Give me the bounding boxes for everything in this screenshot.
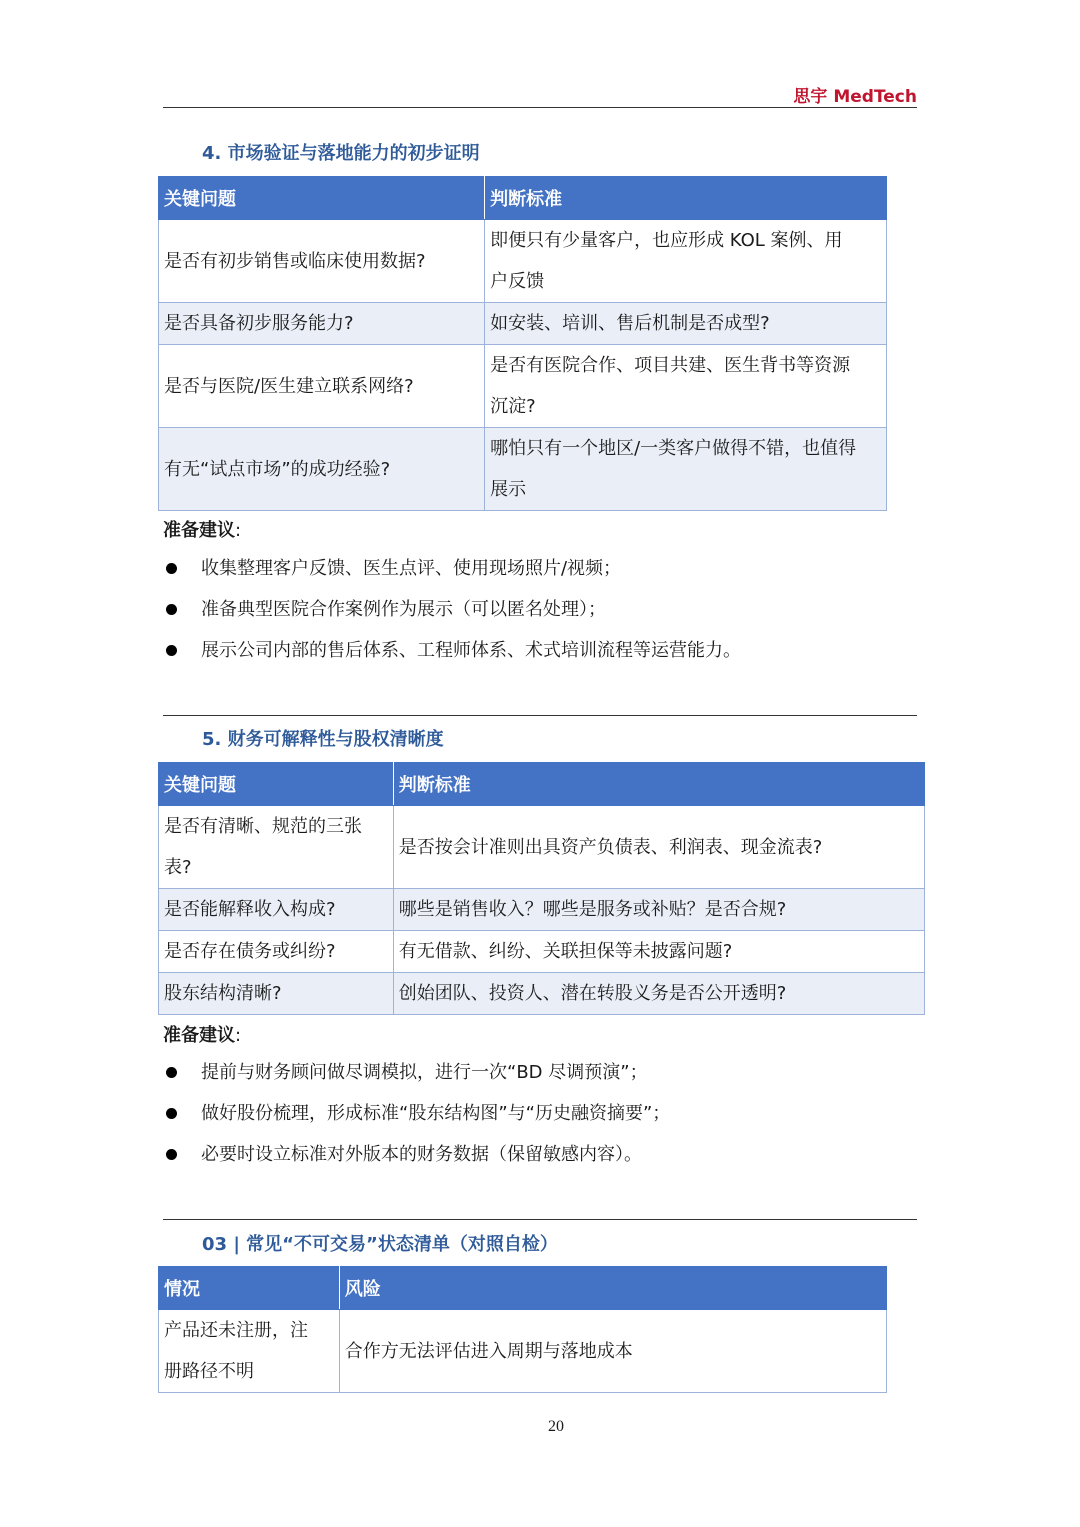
bullet-text: 必要时设立标准对外版本的财务数据（保留敏感内容）。 (201, 1144, 642, 1165)
criteria-cell: 有无借款、纠纷、关联担保等未披露问题? (393, 931, 924, 973)
bullet-text: 做好股份梳理，形成标准“股东结构图”与“历史融资摘要”； (201, 1103, 671, 1124)
criteria-cell (485, 428, 887, 511)
column-header: 判断标准 (393, 763, 924, 806)
table-row (159, 973, 925, 1015)
table-header-row (159, 177, 887, 220)
table-row (159, 428, 887, 511)
prep-label-colon: : (235, 520, 242, 541)
bullet-icon (166, 1108, 177, 1119)
question-line: 表? (164, 857, 192, 878)
bullet-text: 准备典型医院合作案例作为展示（可以匿名处理）； (201, 599, 606, 620)
bullet-icon (166, 1149, 177, 1160)
criteria-line: 沉淀? (490, 396, 536, 417)
table-row (159, 303, 887, 345)
question-cell: 股东结构清晰? (159, 973, 394, 1015)
table-header-row (159, 763, 925, 806)
section4-bullets (163, 548, 741, 671)
question-cell: 是否与医院/医生建立联系网络? (159, 345, 485, 428)
section-divider (163, 1219, 917, 1220)
list-item (163, 589, 741, 630)
criteria-cell: 如安装、培训、售后机制是否成型? (485, 303, 887, 345)
column-header: 风险 (339, 1267, 886, 1310)
risk-cell: 合作方无法评估进入周期与落地成本 (339, 1310, 886, 1393)
table-row (159, 345, 887, 428)
section-divider (163, 715, 917, 716)
column-header: 情况 (159, 1267, 340, 1310)
criteria-cell (485, 345, 887, 428)
section5-bullets (163, 1052, 670, 1175)
list-item (163, 1093, 670, 1134)
bullet-icon (166, 1067, 177, 1078)
list-item (163, 1052, 670, 1093)
prep-label (163, 516, 241, 542)
section03-table (158, 1266, 887, 1393)
list-item (163, 630, 741, 671)
section03-title: 03 | 常见“不可交易”状态清单（对照自检） (202, 1234, 558, 1255)
table-row (159, 220, 887, 303)
question-cell: 是否能解释收入构成? (159, 889, 394, 931)
bullet-icon (166, 563, 177, 574)
criteria-line: 哪怕只有一个地区/一类客户做得不错，也值得 (490, 438, 857, 459)
table-row (159, 931, 925, 973)
prep-label (163, 1021, 241, 1047)
page-number: 20 (548, 1418, 564, 1435)
column-header: 关键问题 (159, 177, 485, 220)
section4-title: 4. 市场验证与落地能力的初步证明 (202, 143, 480, 164)
bullet-text: 提前与财务顾问做尽调模拟，进行一次“BD 尽调预演”； (201, 1062, 648, 1083)
table-row (159, 806, 925, 889)
question-cell: 是否有初步销售或临床使用数据? (159, 220, 485, 303)
prep-label-text: 准备建议 (163, 520, 235, 541)
prep-label-colon: : (235, 1025, 242, 1046)
list-item (163, 548, 741, 589)
table-row (159, 1310, 887, 1393)
criteria-cell: 创始团队、投资人、潜在转股义务是否公开透明? (393, 973, 924, 1015)
section5-title: 5. 财务可解释性与股权清晰度 (202, 729, 444, 750)
section4-table (158, 176, 887, 511)
prep-label-text: 准备建议 (163, 1025, 235, 1046)
criteria-cell: 是否按会计准则出具资产负债表、利润表、现金流表? (393, 806, 924, 889)
bullet-icon (166, 604, 177, 615)
criteria-line: 户反馈 (490, 271, 545, 292)
header-divider (163, 107, 917, 108)
table-row (159, 889, 925, 931)
criteria-cell (485, 220, 887, 303)
bullet-text: 收集整理客户反馈、医生点评、使用现场照片/视频； (201, 558, 622, 579)
criteria-line: 是否有医院合作、项目共建、医生背书等资源 (490, 355, 851, 376)
column-header: 判断标准 (485, 177, 887, 220)
criteria-cell: 哪些是销售收入？哪些是服务或补贴？是否合规? (393, 889, 924, 931)
table-header-row (159, 1267, 887, 1310)
bullet-text: 展示公司内部的售后体系、工程师体系、术式培训流程等运营能力。 (201, 640, 741, 661)
situation-line: 册路径不明 (164, 1361, 254, 1382)
question-cell: 是否具备初步服务能力? (159, 303, 485, 345)
question-cell (159, 806, 394, 889)
criteria-line: 展示 (490, 479, 527, 500)
section5-table (158, 762, 925, 1015)
header-brand: 思宇 MedTech (793, 87, 917, 107)
bullet-icon (166, 645, 177, 656)
criteria-line: 即便只有少量客户，也应形成 KOL 案例、用 (490, 230, 843, 251)
list-item (163, 1134, 670, 1175)
question-cell: 有无“试点市场”的成功经验? (159, 428, 485, 511)
column-header: 关键问题 (159, 763, 394, 806)
question-cell: 是否存在债务或纠纷? (159, 931, 394, 973)
situation-line: 产品还未注册，注 (164, 1320, 308, 1341)
situation-cell (159, 1310, 340, 1393)
question-line: 是否有清晰、规范的三张 (164, 816, 362, 837)
